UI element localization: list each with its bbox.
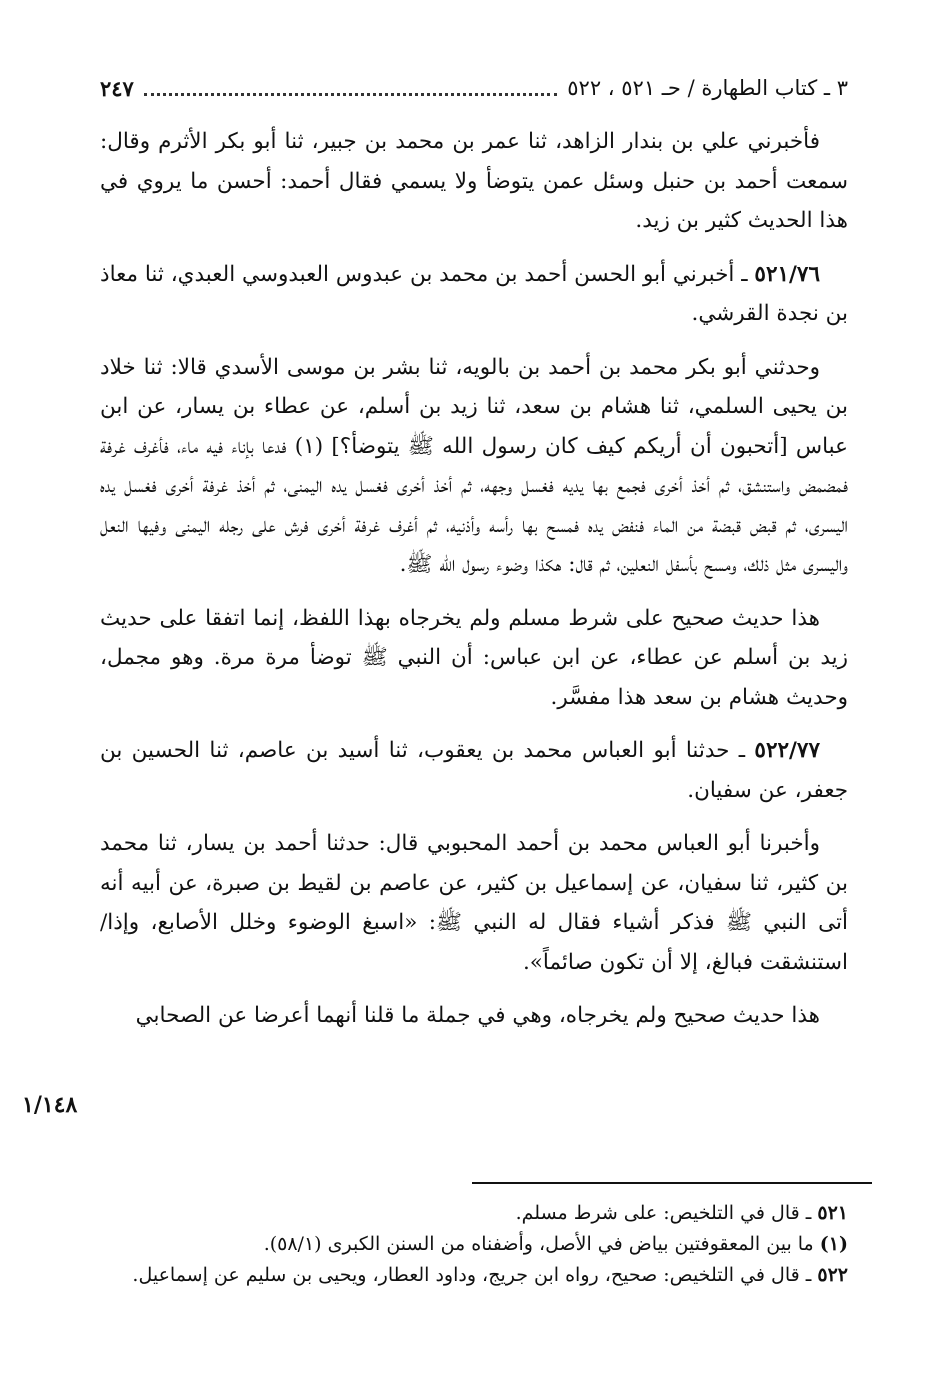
paragraph-6	[100, 824, 848, 982]
footnote-text: ـ قال في التلخيص: على شرط مسلم.	[515, 1202, 818, 1224]
hadith-number: ٥٢١/٧٦	[754, 261, 820, 287]
leader-dots	[144, 93, 557, 96]
main-text	[100, 122, 848, 1050]
footnote-number: ٥٢٢	[817, 1264, 848, 1286]
footnote-1	[100, 1198, 848, 1229]
paragraph-text: فأخبرني علي بن بندار الزاهد، ثنا عمر بن محمد بن جبير، ثنا أبو بكر الأثرم وقال: سمعت أحمد بن حنبل وسئل عمن يتوضأ ولا يسمي فقال أحمد: أحسن ما يروي في هذا الحديث كثير بن زيد.	[100, 129, 848, 233]
paragraph-text: ـ أخبرني أبو الحسن أحمد بن محمد بن عبدوس العبدوسي العبدي، ثنا معاذ بن نجدة القرشي.	[100, 261, 848, 326]
paragraph-text: ـ حدثنا أبو العباس محمد بن يعقوب، ثنا أسيد بن عاصم، ثنا الحسين بن جعفر، عن سفيان.	[100, 738, 848, 803]
footnote-number: (١)	[819, 1233, 848, 1255]
paragraph-1	[100, 122, 848, 241]
footnote-2	[100, 1229, 848, 1260]
hadith-number: ٥٢٢/٧٧	[754, 738, 820, 763]
paragraph-4	[100, 599, 848, 718]
paragraph-3	[100, 348, 848, 585]
margin-page-reference: ١/١٤٨	[22, 1092, 78, 1118]
paragraph-text: وأخبرنا أبو العباس محمد بن أحمد المحبوبي قال: حدثنا أحمد بن يسار، ثنا محمد بن كثير، ثنا سفيان، عن إسماعيل بن كثير، عن عاصم بن لقيط بن صبرة، عن أبيه أنه أتى النبي ﷺ فذكر أشياء فقال له النبي ﷺ: «اسبغ الوضوء وخلل الأصابع، وإذا/ استنشقت فبالغ، إلا أن تكون صائماً».	[100, 831, 848, 975]
footnotes	[100, 1198, 848, 1291]
footnote-number: ٥٢١	[817, 1202, 848, 1224]
running-title: ٣ ـ كتاب الطهارة / حـ ٥٢١ ، ٥٢٢	[567, 76, 848, 100]
footnote-text: ما بين المعقوفتين بياض في الأصل، وأضفناه من السنن الكبرى (٥٨/١).	[263, 1233, 820, 1255]
footnote-text: ـ قال في التلخيص: صحيح، رواه ابن جريج، وداود العطار، ويحيى بن سليم عن إسماعيل.	[132, 1264, 818, 1286]
paragraph-5	[100, 731, 848, 810]
footnote-separator	[472, 1182, 872, 1184]
page-number: ٢٤٧	[100, 75, 134, 101]
paragraph-text: وحدثني أبو بكر محمد بن أحمد بن بالويه، ثنا بشر بن موسى الأسدي قالا: ثنا خلاد بن يحيى السلمي، ثنا هشام بن سعد، ثنا زيد بن أسلم، عن عطاء بن يسار، عن ابن عباس [أتحبون أن أريكم كيف كان رسول الله ﷺ يتوضأ؟] (١) فدعا بإناء فيه ماء، فأغرف غرفة فمضمض واستنشق، ثم أخذ أخرى فجمع بها يديه فغسل وجهه، ثم أخذ أخرى فغسل يده اليمنى، ثم أخذ غرفة أخرى فغسل يده اليسرى، ثم قبض قبضة من الماء فنفض يده فمسح بها رأسه وأذنيه، ثم أغرف غرفة أخرى فرش على رجله اليمنى وفيها النعل واليسرى مثل ذلك، ومسح بأسفل النعلين، ثم قال: هكذا وضوء رسول الله ﷺ.	[100, 354, 848, 577]
paragraph-text: هذا حديث صحيح ولم يخرجاه، وهي في جملة ما قلنا أنهما أعرضا عن الصحابي	[135, 1003, 820, 1028]
paragraph-text: هذا حديث صحيح على شرط مسلم ولم يخرجاه بهذا اللفظ، إنما اتفقا على حديث زيد بن أسلم عن عطاء، عن ابن عباس: أن النبي ﷺ توضأ مرة مرة. وهو مجمل، وحديث هشام بن سعد هذا مفسَّر.	[100, 605, 848, 710]
page-header	[100, 70, 848, 106]
paragraph-7	[100, 996, 848, 1036]
footnote-3	[100, 1260, 848, 1291]
paragraph-2	[100, 255, 848, 334]
